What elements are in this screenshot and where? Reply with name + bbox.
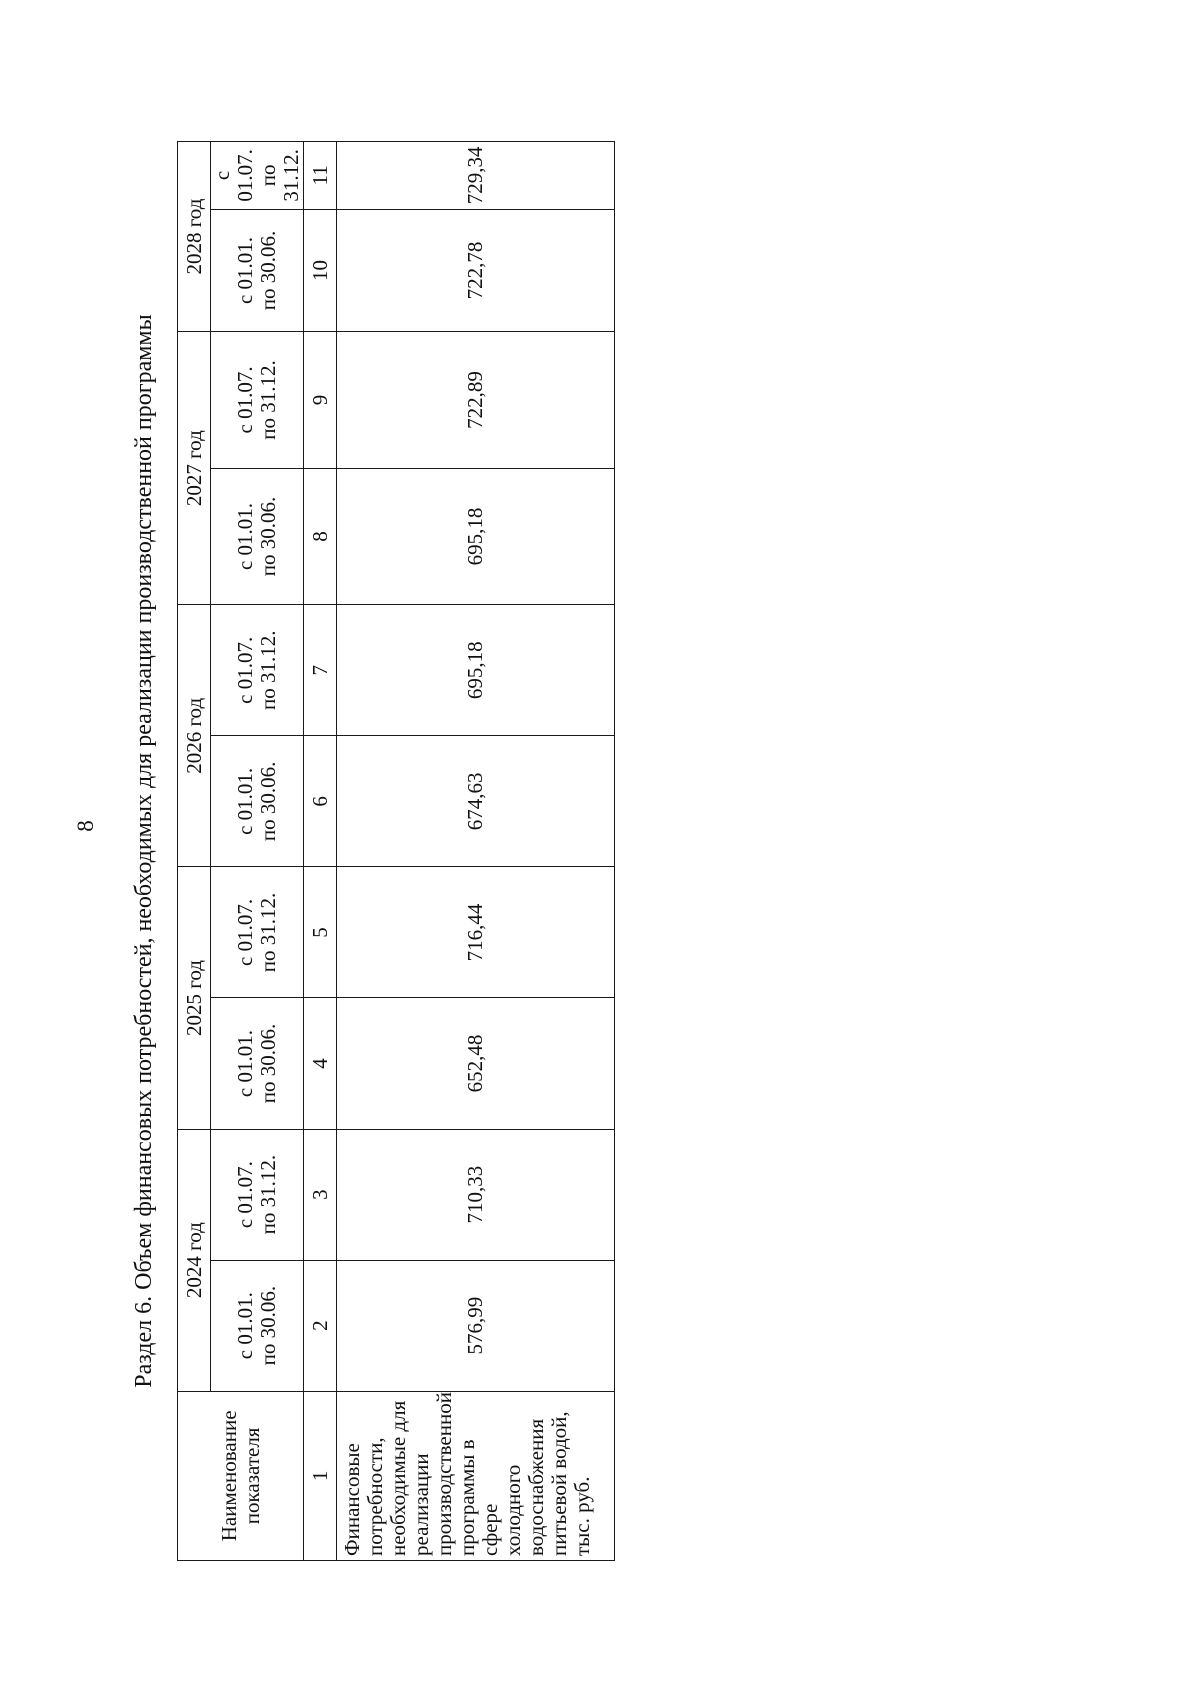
name-header-line: Наименование — [216, 1410, 241, 1542]
value-cell: 695,18 — [337, 468, 615, 605]
period-from: с 01.01. — [233, 1292, 257, 1360]
period-cell-second-half — [211, 142, 304, 210]
row-name-line: питьевой водой, — [547, 1411, 571, 1556]
period-cell-second-half — [211, 1129, 304, 1260]
section-title: Раздел 6. Объем финансовых потребностей, необходимых для реализации производственной программы — [131, 314, 157, 1388]
column-number: 8 — [304, 468, 337, 605]
value-cell: 716,44 — [337, 867, 615, 998]
column-number: 3 — [304, 1129, 337, 1260]
row-name-line: Финансовые — [340, 1443, 364, 1556]
period-to: по 31.12. — [256, 149, 303, 202]
period-to: по 31.12. — [256, 360, 280, 440]
row-name-line: потребности, — [363, 1437, 387, 1556]
value-cell: 695,18 — [337, 605, 615, 736]
name-header-cell — [178, 1391, 304, 1560]
period-from: с 01.07. — [233, 1161, 257, 1229]
period-to: по 30.06. — [256, 761, 280, 842]
row-name-line: водоснабжения — [524, 1418, 548, 1556]
value-cell: 729,34 — [337, 142, 615, 210]
period-cell-first-half — [211, 998, 304, 1129]
rotated-page-content — [127, 111, 617, 1591]
period-cell-second-half — [211, 605, 304, 736]
value-cell: 722,89 — [337, 332, 615, 469]
period-header-row — [211, 142, 304, 1561]
period-from: с 01.01. — [233, 767, 257, 835]
table-row — [337, 142, 615, 1561]
row-name-line: производственной — [432, 1392, 456, 1556]
period-to: по 30.06. — [256, 230, 280, 311]
column-number: 2 — [304, 1260, 337, 1391]
period-from: с 01.01. — [233, 1029, 257, 1098]
period-from: с 01.07. — [233, 898, 257, 966]
value-cell: 722,78 — [337, 209, 615, 331]
period-from: с 01.01. — [233, 502, 257, 571]
year-header-2028: 2028 год — [178, 142, 211, 332]
row-name-line: холодного — [501, 1464, 525, 1556]
year-header-2024: 2024 год — [178, 1129, 211, 1391]
column-number: 4 — [304, 998, 337, 1129]
column-number-row — [304, 142, 337, 1561]
row-name-line: программы в сфере — [455, 1439, 502, 1556]
row-name-line: необходимые для — [386, 1400, 410, 1556]
column-number: 5 — [304, 867, 337, 998]
year-header-row — [178, 142, 211, 1561]
value-cell: 710,33 — [337, 1129, 615, 1260]
period-cell-first-half — [211, 1260, 304, 1391]
year-header-2026: 2026 год — [178, 605, 211, 867]
period-from: с 01.01. — [233, 236, 257, 305]
name-header-line: показателя — [239, 1427, 264, 1525]
year-header-2027: 2027 год — [178, 332, 211, 605]
column-number: 7 — [304, 605, 337, 736]
period-to: по 30.06. — [256, 496, 280, 577]
period-from: с 01.07. — [233, 636, 257, 704]
page-number: 8 — [73, 820, 98, 832]
period-cell-first-half — [211, 468, 304, 605]
period-to: по 30.06. — [256, 1023, 280, 1104]
column-number: 10 — [304, 209, 337, 331]
row-name-line: реализации — [409, 1453, 433, 1556]
column-number: 9 — [304, 332, 337, 469]
column-number: 6 — [304, 736, 337, 867]
value-cell: 576,99 — [337, 1260, 615, 1391]
period-to: по 30.06. — [256, 1285, 280, 1366]
column-number: 1 — [304, 1391, 337, 1560]
period-to: по 31.12. — [256, 1154, 280, 1235]
period-cell-second-half — [211, 332, 304, 469]
period-cell-second-half — [211, 867, 304, 998]
value-cell: 674,63 — [337, 736, 615, 867]
period-cell-first-half — [211, 209, 304, 331]
period-to: по 31.12. — [256, 630, 280, 711]
row-name-cell — [337, 1391, 615, 1560]
financial-needs-table — [177, 141, 615, 1561]
period-to: по 31.12. — [256, 892, 280, 973]
period-cell-first-half — [211, 736, 304, 867]
period-from: с 01.07. — [210, 149, 257, 202]
value-cell: 652,48 — [337, 998, 615, 1129]
column-number: 11 — [304, 142, 337, 210]
year-header-2025: 2025 год — [178, 867, 211, 1129]
row-name-line: тыс. руб. — [570, 1476, 594, 1556]
period-from: с 01.07. — [233, 366, 257, 434]
